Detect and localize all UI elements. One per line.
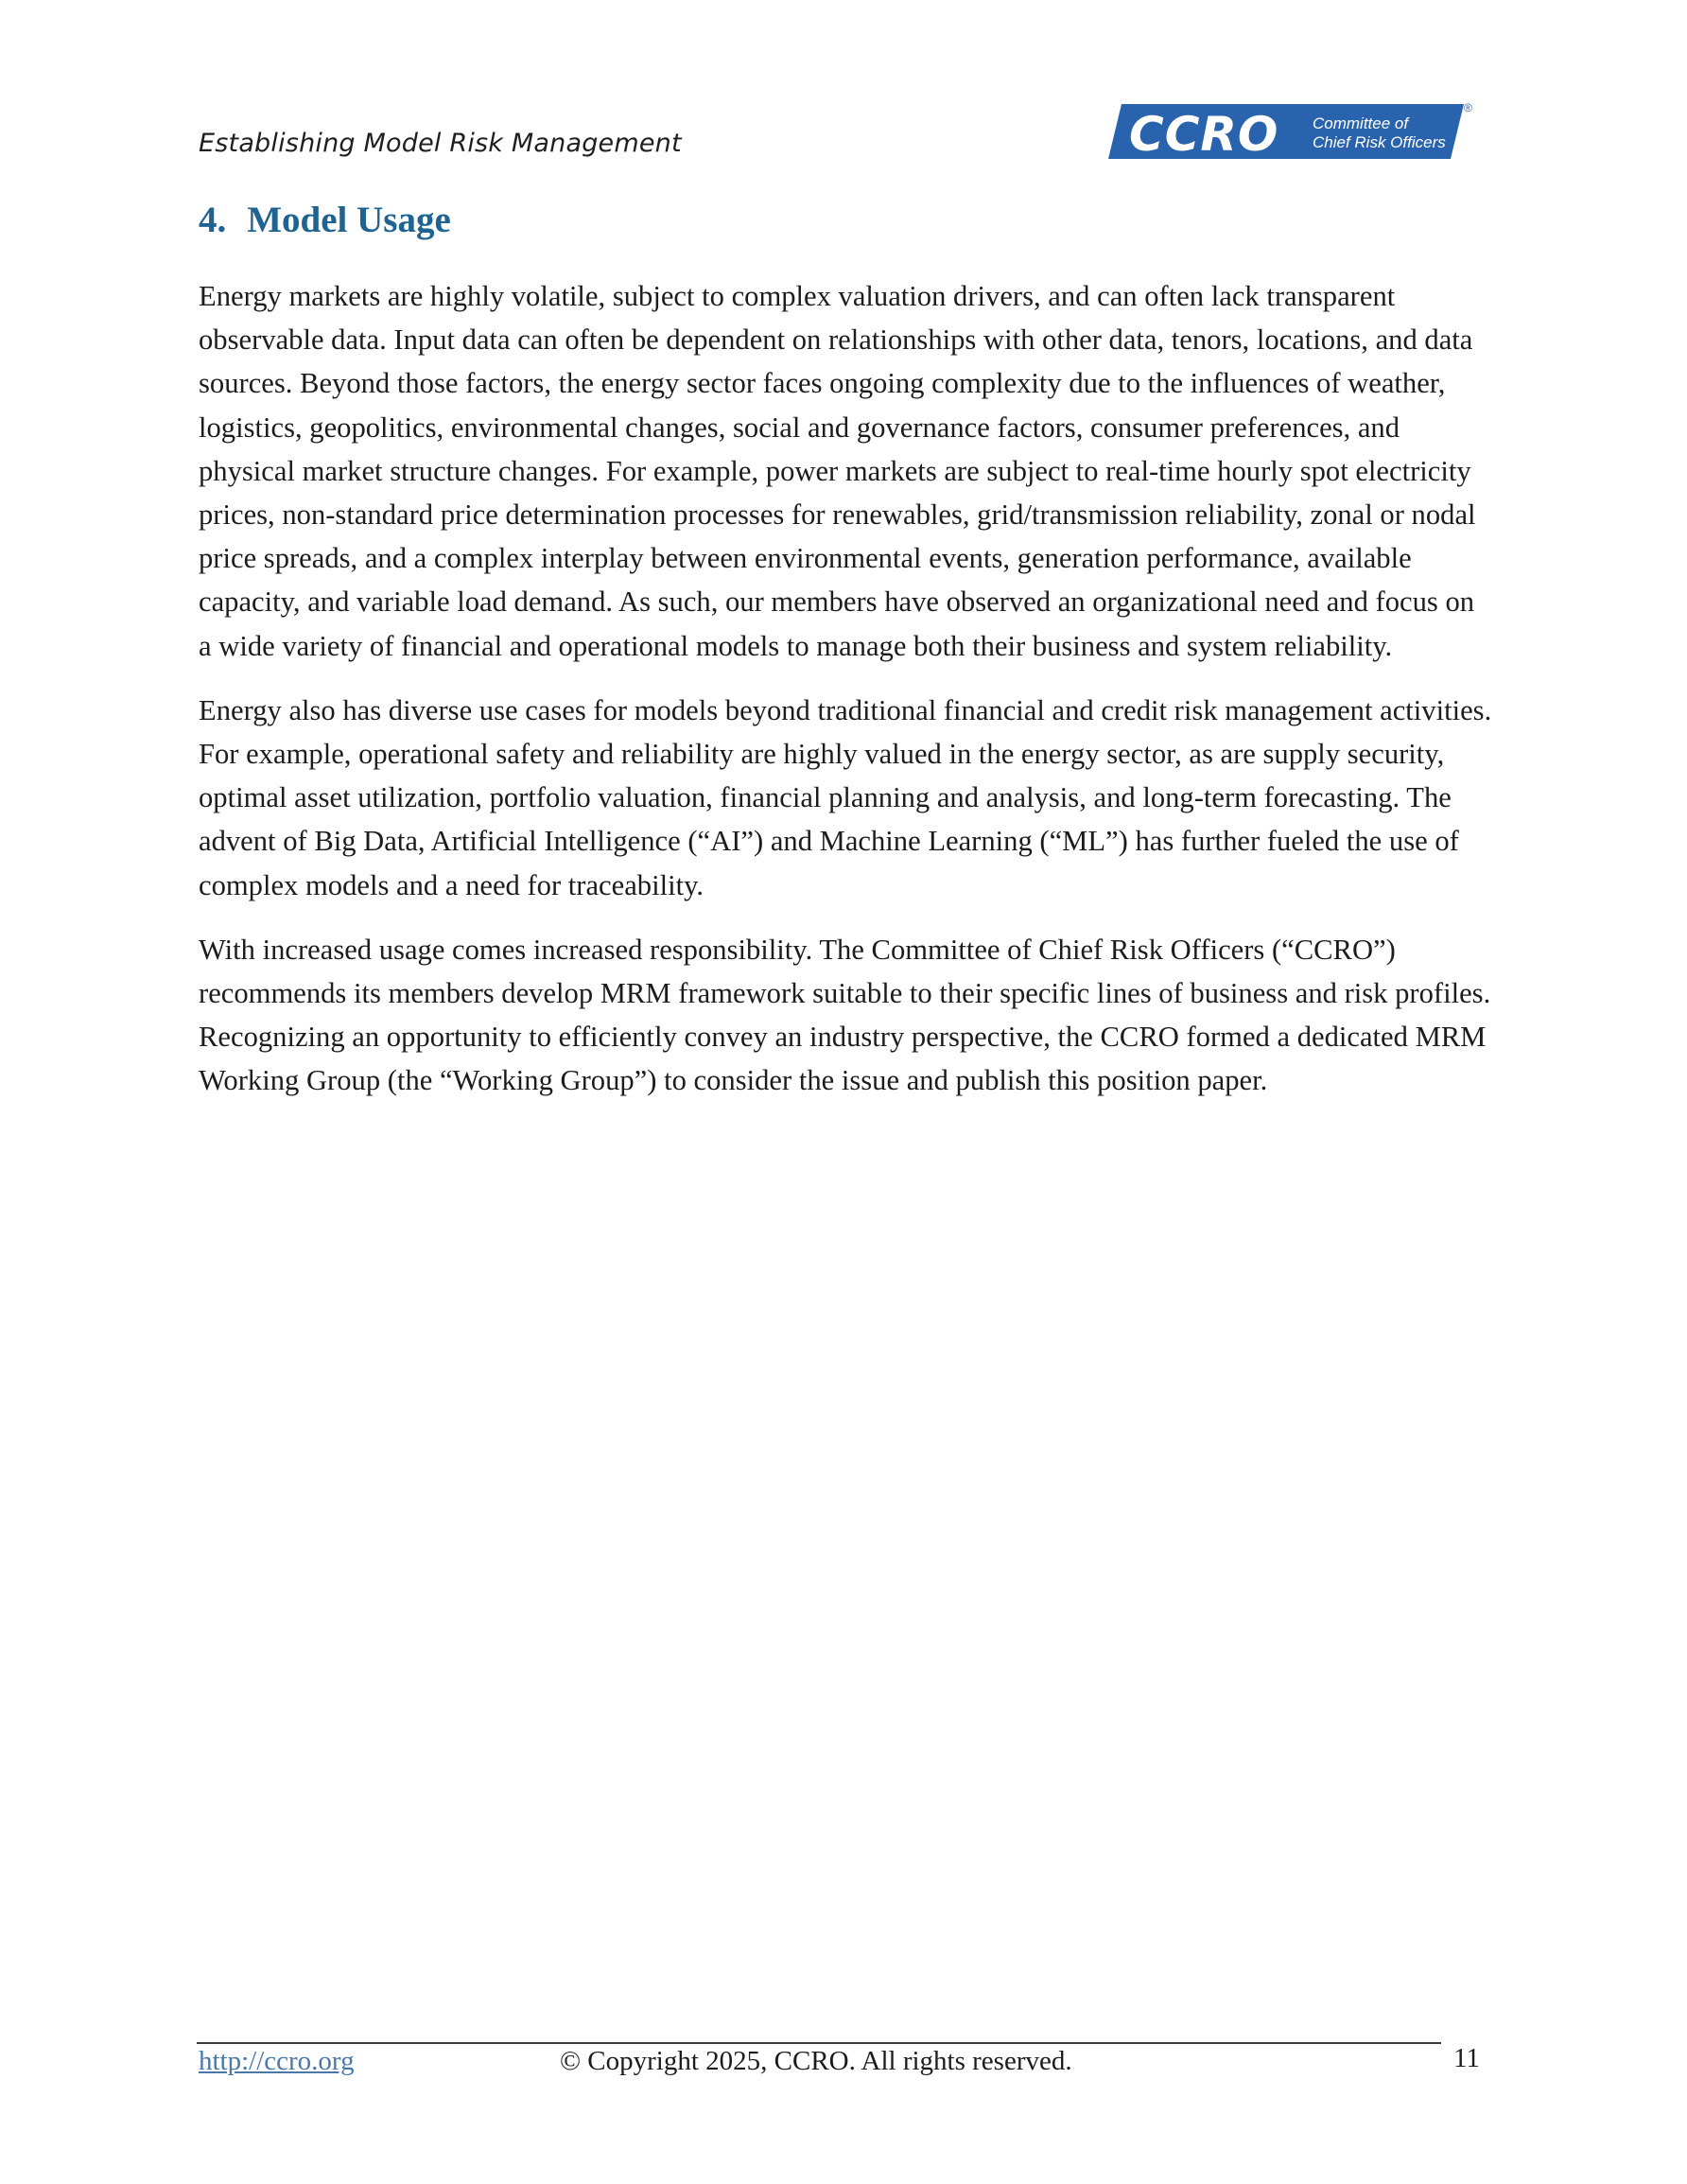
section-heading	[199, 199, 451, 241]
page-number: 11	[1453, 2043, 1480, 2073]
ccro-logo	[1108, 98, 1477, 165]
paragraph-diverse-use-cases: Energy also has diverse use cases for models beyond traditional financial and credit risk management activities. For example, operational safety and reliability are highly valued in the energy sector, as are supply security, optimal asset utilization, portfolio valuation, financial planning and analysis, and long-term forecasting. The advent of Big Data, Artificial Intelligence (“AI”) and Machine Learning (“ML”) has further fueled the use of complex models and a need for traceability.	[199, 693, 1492, 901]
logo-wordmark: CCRO	[1129, 107, 1279, 162]
footer-copyright: © Copyright 2025, CCRO. All rights reserved.	[560, 2046, 1072, 2076]
footer-divider	[197, 2042, 1441, 2044]
footer-website-link[interactable]: http://ccro.org	[199, 2046, 355, 2076]
paragraph-increased-responsibility: With increased usage comes increased responsibility. The Committee of Chief Risk Officers (“CCRO”) recommends its members develop MRM framework suitable to their specific lines of business and risk profiles. Recognizing an opportunity to efficiently convey an industry perspective, the CCRO formed a dedicated MRM Working Group (the “Working Group”) to consider the issue and publish this position paper.	[199, 933, 1491, 1097]
registered-mark: ®	[1464, 101, 1472, 114]
body-text	[199, 274, 1494, 1124]
section-title: Model Usage	[247, 200, 451, 240]
logo-tagline-line2: Chief Risk Officers	[1313, 133, 1446, 151]
logo-tagline-line1: Committee of	[1313, 114, 1409, 132]
paragraph-market-volatility: Energy markets are highly volatile, subject to complex valuation drivers, and can often lack transparent observable data. Input data can often be dependent on relationships with other data, tenors, locations, and data sources. Beyond those factors, the energy sector faces ongoing complexity due to the influences of weather, logistics, geopolitics, environmental changes, social and governance factors, consumer preferences, and physical market structure changes. For example, power markets are subject to real-time hourly spot electricity prices, non-standard price determination processes for renewables, grid/transmission reliability, zonal or nodal price spreads, and a complex interplay between environmental events, generation performance, available capacity, and variable load demand. As such, our members have observed an organizational need and focus on a wide variety of financial and operational models to manage both their business and system reliability.	[199, 280, 1476, 662]
section-number: 4.	[199, 200, 227, 240]
running-header: Establishing Model Risk Management	[199, 129, 682, 158]
